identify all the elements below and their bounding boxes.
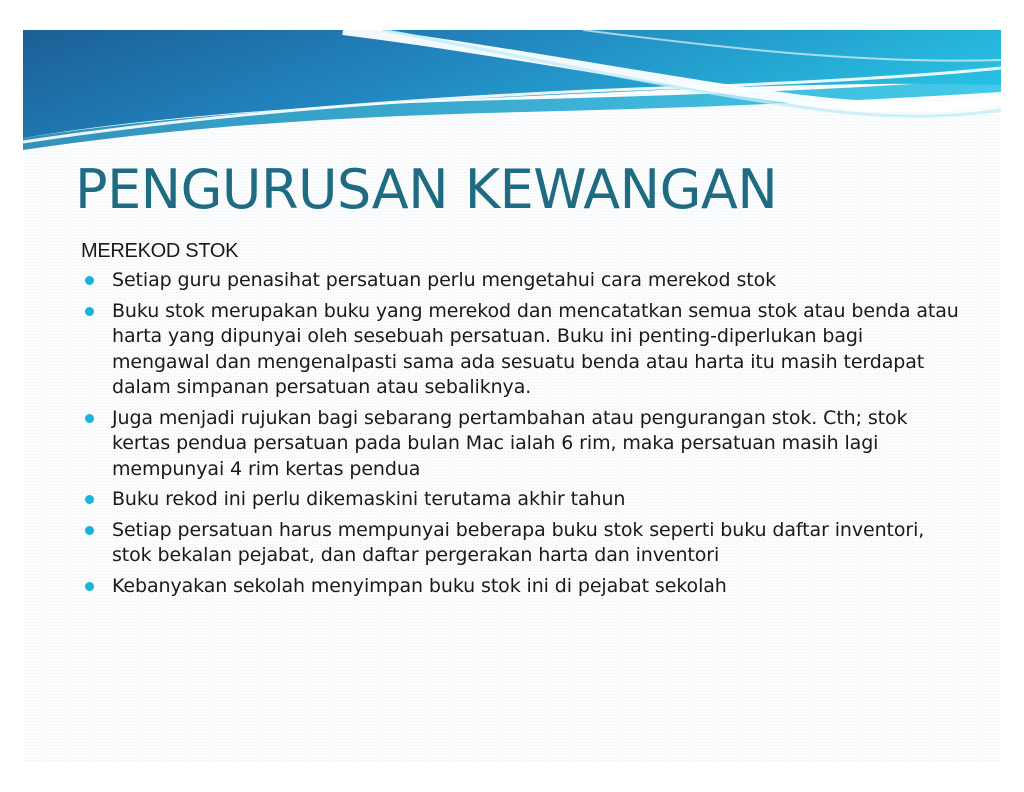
list-item: [81, 299, 961, 401]
bullet-text: Buku stok merupakan buku yang merekod dan mencatatkan semua stok atau benda atau harta yang dipunyai oleh sesebuah persatuan. Buku ini penting-diperlukan bagi mengawal dan mengenalpasti sama ada sesuatu benda atau harta itu masih terdapat dalam simpanan persatuan atau sebaliknya.: [112, 299, 959, 398]
bullet-icon: [85, 307, 94, 316]
bullet-text: Juga menjadi rujukan bagi sebarang pertambahan atau pengurangan stok. Cth; stok kertas pendua persatuan pada bulan Mac ialah 6 rim, maka persatuan masih lagi mempunyai 4 rim kertas pendua: [112, 406, 908, 480]
bullet-icon: [85, 495, 94, 504]
bullet-icon: [85, 526, 94, 535]
bullet-text: Setiap persatuan harus mempunyai beberapa buku stok seperti buku daftar inventori, stok bekalan pejabat, dan daftar pergerakan harta dan inventori: [112, 518, 925, 566]
list-item: [81, 487, 961, 513]
bullet-text: Kebanyakan sekolah menyimpan buku stok ini di pejabat sekolah: [112, 574, 727, 597]
bullet-text: Buku rekod ini perlu dikemaskini terutama akhir tahun: [112, 488, 626, 510]
bullet-icon: [85, 414, 94, 423]
list-item: [81, 406, 961, 483]
slide: [23, 30, 1001, 762]
list-item: [81, 574, 961, 600]
bullet-icon: [85, 582, 94, 591]
slide-content: [81, 238, 961, 604]
bullet-icon: [85, 276, 94, 285]
slide-title: PENGURUSAN KEWANGAN: [75, 158, 778, 221]
bullet-list: [81, 268, 961, 599]
bullet-text: Setiap guru penasihat persatuan perlu mengetahui cara merekod stok: [112, 269, 777, 291]
list-item: [81, 268, 961, 294]
section-subheading: MEREKOD STOK: [81, 240, 239, 262]
header-wave-decoration: [23, 30, 1001, 150]
list-item: [81, 518, 961, 569]
